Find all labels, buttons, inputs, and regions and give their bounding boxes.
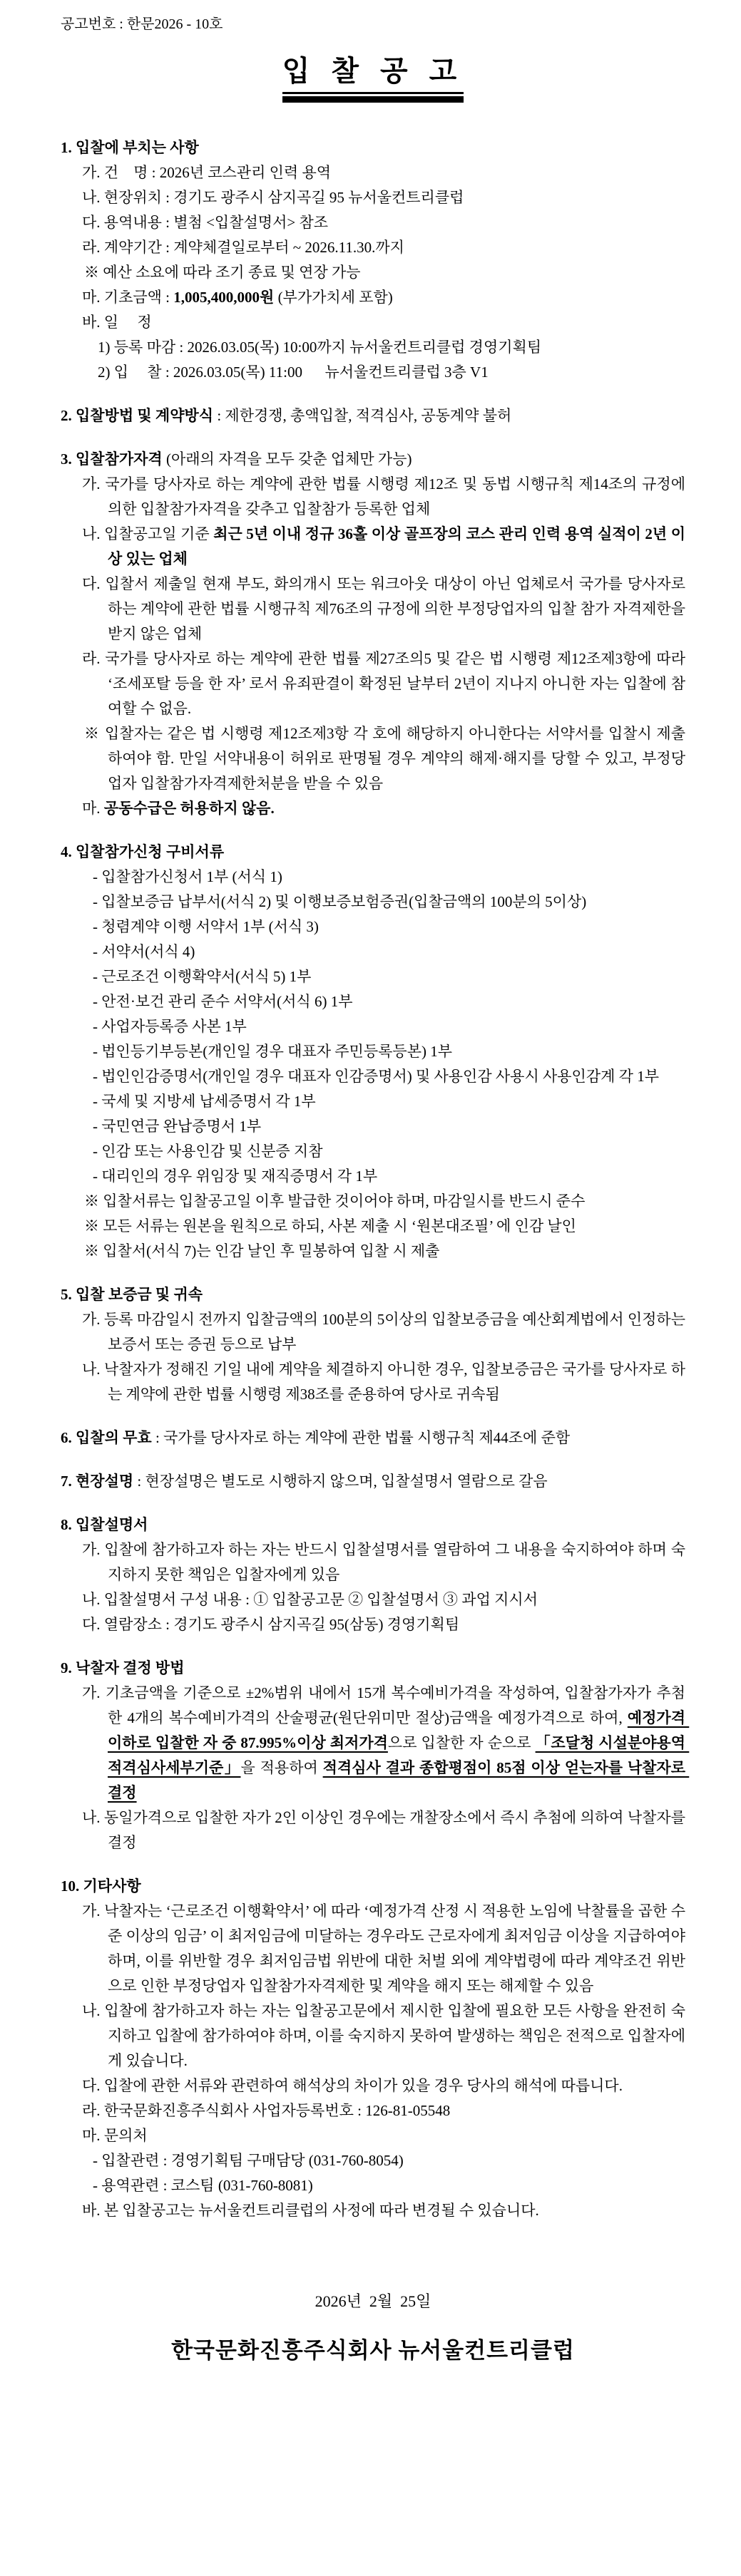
doc-line <box>61 1513 685 1537</box>
text-segment: 나. 낙찰자가 정해진 기일 내에 계약을 체결하지 아니한 경우, 입찰보증금은 국가를 당사자로 하는 계약에 관한 법률 시행령 제38조를 준용하여 당사로 귀속됨 <box>82 1361 685 1403</box>
doc-line <box>61 1805 690 1855</box>
doc-line <box>61 646 690 721</box>
text-segment: - 법인인감증명서(개인일 경우 대표자 인감증명서) 및 사용인감 사용시 사용인감계 각 1부 <box>93 1068 659 1085</box>
doc-line <box>61 260 685 285</box>
doc-line <box>61 285 685 310</box>
doc-line <box>61 572 690 646</box>
doc-line <box>61 2173 685 2198</box>
text-segment: 가. 국가를 당사자로 하는 계약에 관한 법률 시행령 제12조 및 동법 시행규칙 제14조의 규정에 의한 입찰참가자격을 갖추고 입찰참가 등록한 업체 <box>82 475 690 517</box>
doc-line <box>61 1537 685 1587</box>
text-segment: 라. 한국문화진흥주식회사 사업자등록번호 : 126-81-05548 <box>82 2102 451 2119</box>
doc-line <box>61 840 685 865</box>
doc-line <box>61 2073 685 2098</box>
doc-line <box>61 865 685 890</box>
doc-line <box>61 235 685 260</box>
doc-line <box>61 160 685 185</box>
doc-line <box>61 1469 685 1494</box>
doc-line <box>61 1214 685 1239</box>
text-segment: - 청렴계약 이행 서약서 1부 (서식 3) <box>93 918 319 935</box>
doc-line <box>61 2148 685 2173</box>
text-segment: 을 적용하여 <box>240 1759 323 1776</box>
text-segment: 9. 낙찰자 결정 방법 <box>61 1659 185 1676</box>
doc-line <box>61 1064 685 1089</box>
document-title-text: 입 찰 공 고 <box>282 55 464 87</box>
doc-line <box>61 1039 685 1064</box>
doc-line <box>61 1282 685 1307</box>
text-segment: - 국세 및 지방세 납세증명서 각 1부 <box>93 1093 316 1110</box>
doc-line <box>61 1357 685 1407</box>
doc-line <box>61 915 685 939</box>
doc-line <box>61 1189 685 1214</box>
text-segment: 바. 일 정 <box>82 314 152 331</box>
doc-line <box>61 1164 685 1189</box>
issuer-name: 한국문화진흥주식회사 뉴서울컨트리클럽 <box>171 2338 575 2363</box>
doc-line <box>61 1587 685 1612</box>
text-segment: 8. 입찰설명서 <box>61 1516 148 1533</box>
text-segment: ※ 예산 소요에 따라 조기 종료 및 연장 가능 <box>84 264 361 281</box>
text-segment: 예정가격 이하로 입찰한 자 중 87.995%이상 최저가격 <box>108 1709 690 1751</box>
text-segment: 3. 입찰참가자격 <box>61 450 163 468</box>
text-segment: 가. 입찰에 참가하고자 하는 자는 반드시 입찰설명서를 열람하여 그 내용을 숙지하여야 하며 숙지하지 못한 책임은 입찰자에게 있음 <box>82 1541 685 1583</box>
doc-line <box>61 796 685 821</box>
text-segment: 가. 건 명 : 2026년 코스관리 인력 용역 <box>82 164 332 181</box>
text-segment: 다. 용역내용 : 별첨 <입찰설명서> 참조 <box>82 214 329 231</box>
text-segment: 라. 계약기간 : 계약체결일로부터 ~ 2026.11.30.까지 <box>82 239 404 256</box>
text-segment: 다. 입찰에 관한 서류와 관련하여 해석상의 차이가 있을 경우 당사의 해석에 따릅니다. <box>82 2077 623 2094</box>
text-segment: 나. 입찰설명서 구성 내용 : ① 입찰공고문 ② 입찰설명서 ③ 과업 지시서 <box>82 1591 538 1608</box>
text-segment: 적격심사 결과 종합평점이 85점 이상 얻는자를 낙찰자로 결정 <box>108 1759 690 1801</box>
document-body <box>61 135 690 2223</box>
doc-line <box>61 135 685 160</box>
text-segment: - 대리인의 경우 위임장 및 재직증명서 각 1부 <box>93 1168 378 1185</box>
doc-line <box>61 939 685 964</box>
text-segment: 5. 입찰 보증금 및 귀속 <box>61 1286 203 1303</box>
text-segment: 나. 입찰공고일 기준 <box>82 525 214 542</box>
text-segment: 마. 기초금액 : <box>82 289 174 306</box>
doc-line <box>61 1239 685 1264</box>
text-segment: 6. 입찰의 무효 <box>61 1429 152 1446</box>
doc-line <box>61 2123 685 2148</box>
text-segment: 가. 등록 마감일시 전까지 입찰금액의 100분의 5이상의 입찰보증금을 예산회계법에서 인정하는 보증서 또는 증권 등으로 납부 <box>82 1311 690 1353</box>
doc-line <box>61 1139 685 1164</box>
doc-line <box>61 1114 685 1139</box>
doc-line <box>61 1874 685 1899</box>
document-title-wrap <box>61 54 685 103</box>
text-segment: 나. 현장위치 : 경기도 광주시 삼지곡길 95 뉴서울컨트리클럽 <box>82 189 464 206</box>
text-segment: 가. 기초금액을 기준으로 ±2%범위 내에서 15개 복수예비가격을 작성하여, 입찰참가자가 추첨한 4개의 복수예비가격의 산술평균(원단위미만 절상)금액을 예정가격으로 하여, <box>82 1684 685 1726</box>
text-segment: (부가가치세 포함) <box>274 289 393 306</box>
text-segment: 1. 입찰에 부치는 사항 <box>61 139 199 156</box>
text-segment: 다. 열람장소 : 경기도 광주시 삼지곡길 95(삼동) 경영기획팀 <box>82 1616 460 1633</box>
text-segment: 마. 문의처 <box>82 2127 148 2144</box>
text-segment: - 안전·보건 관리 준수 서약서(서식 6) 1부 <box>93 993 353 1010</box>
doc-line <box>61 1307 690 1357</box>
text-segment: : 현장설명은 별도로 시행하지 않으며, 입찰설명서 열람으로 갈음 <box>133 1473 548 1490</box>
title-underline-thick <box>282 96 464 103</box>
doc-line <box>61 2198 685 2223</box>
doc-line <box>61 1656 685 1681</box>
text-segment: - 인감 또는 사용인감 및 신분증 지참 <box>93 1143 323 1160</box>
text-segment: 다. 입찰서 제출일 현재 부도, 화의개시 또는 워크아웃 대상이 아닌 업체로서 국가를 당사자로 하는 계약에 관한 법률 시행규칙 제76조의 규정에 의한 부정당업자의 입찰 참가 자격제한을 받지 않은 업체 <box>82 575 690 642</box>
doc-line <box>61 310 685 335</box>
text-segment: - 법인등기부등본(개인일 경우 대표자 주민등록등본) 1부 <box>93 1043 453 1060</box>
text-segment: 바. 본 입찰공고는 뉴서울컨트리클럽의 사정에 따라 변경될 수 있습니다. <box>82 2202 539 2219</box>
document-title <box>275 54 471 103</box>
doc-line <box>61 2098 685 2123</box>
text-segment: - 서약서(서식 4) <box>93 943 195 960</box>
doc-line <box>61 1612 685 1637</box>
text-segment: ※ 모든 서류는 원본을 원칙으로 하되, 사본 제출 시 ‘원본대조필’ 에 인감 날인 <box>84 1217 576 1235</box>
text-segment: 나. 입찰에 참가하고자 하는 자는 입찰공고문에서 제시한 입찰에 필요한 모든 사항을 완전히 숙지하고 입찰에 참가하여야 하며, 이를 숙지하지 못하여 발생하는 책임은 전적으로 입찰자에게 있습니다. <box>82 2002 685 2069</box>
doc-line <box>61 403 685 428</box>
text-segment: (아래의 자격을 모두 갖춘 업체만 가능) <box>162 450 412 468</box>
text-segment: 2. 입찰방법 및 계약방식 <box>61 407 214 424</box>
text-segment: - 입찰보증금 납부서(서식 2) 및 이행보증보험증권(입찰금액의 100분의 5이상) <box>93 893 587 910</box>
doc-line <box>61 210 685 235</box>
doc-line <box>61 1681 690 1805</box>
text-segment: 1) 등록 마감 : 2026.03.05(목) 10:00까지 뉴서울컨트리클럽 경영기획팀 <box>98 339 542 356</box>
text-segment: 라. 국가를 당사자로 하는 계약에 관한 법률 제27조의5 및 같은 법 시행령 제12조제3항에 따라 ‘조세포탈 등을 한 자’ 로서 유죄판결이 확정된 날부터 2년이 지나지 아니한 자는 입찰에 참여할 수 없음. <box>82 650 690 717</box>
title-underline-thin <box>282 92 464 94</box>
text-segment: 공동수급은 허용하지 않음. <box>103 800 275 817</box>
doc-line <box>61 335 685 360</box>
text-segment: 1,005,400,000원 <box>173 289 275 306</box>
text-segment: 으로 입찰한 자 순으로 <box>387 1734 536 1751</box>
doc-line <box>61 1999 685 2073</box>
text-segment: - 국민연금 완납증명서 1부 <box>93 1118 262 1135</box>
text-segment: 7. 현장설명 <box>61 1473 134 1490</box>
text-segment: - 용역관련 : 코스팀 (031-760-8081) <box>93 2177 313 2194</box>
doc-line <box>61 185 685 210</box>
text-segment: ※ 입찰서(서식 7)는 인감 날인 후 밀봉하여 입찰 시 제출 <box>84 1242 440 1259</box>
text-segment: - 근로조건 이행확약서(서식 5) 1부 <box>93 968 312 985</box>
doc-line <box>61 721 685 796</box>
text-segment: 10. 기타사항 <box>61 1877 141 1895</box>
text-segment: 나. 동일가격으로 입찰한 자가 2인 이상인 경우에는 개찰장소에서 즉시 추첨에 의하여 낙찰자를 결정 <box>82 1809 690 1851</box>
doc-line <box>61 472 690 522</box>
doc-line <box>61 890 685 915</box>
text-segment: ※ 입찰자는 같은 법 시행령 제12조제3항 각 호에 해당하지 아니한다는 서약서를 입찰시 제출하여야 함. 만일 서약내용이 허위로 판명될 경우 계약의 해제·해지를 당할 수 있고, 부정당업자 입찰참가자격제한처분을 받을 수 있음 <box>84 725 685 792</box>
doc-line <box>61 1089 685 1114</box>
text-segment: 「조달청 시설분야용역 적격심사세부기준」 <box>108 1734 690 1776</box>
doc-line <box>61 1899 690 1999</box>
text-segment: - 입찰참가신청서 1부 (서식 1) <box>93 868 282 885</box>
doc-line <box>61 989 685 1014</box>
doc-line <box>61 1014 685 1039</box>
doc-line <box>61 447 685 472</box>
text-segment: 4. 입찰참가신청 구비서류 <box>61 843 225 860</box>
text-segment: 마. <box>82 800 104 817</box>
text-segment: 2) 입 찰 : 2026.03.05(목) 11:00 뉴서울컨트리클럽 3층 V1 <box>98 364 489 381</box>
text-segment: 최근 5년 이내 정규 36홀 이상 골프장의 코스 관리 인력 용역 실적이 2년 이상 있는 업체 <box>108 525 685 567</box>
text-segment: ※ 입찰서류는 입찰공고일 이후 발급한 것이어야 하며, 마감일시를 반드시 준수 <box>84 1192 586 1210</box>
notice-number: 공고번호 : 한문2026 - 10호 <box>61 16 223 32</box>
doc-line <box>61 360 685 385</box>
announcement-date: 2026년 2월 25일 <box>315 2292 431 2310</box>
text-segment: : 제한경쟁, 총액입찰, 적격심사, 공동계약 불허 <box>213 407 512 424</box>
text-segment: - 입찰관련 : 경영기획팀 구매담당 (031-760-8054) <box>93 2152 404 2169</box>
text-segment: : 국가를 당사자로 하는 계약에 관한 법률 시행규칙 제44조에 준함 <box>151 1429 571 1446</box>
doc-line <box>61 1426 685 1451</box>
doc-line <box>61 522 685 572</box>
doc-line <box>61 964 685 989</box>
text-segment: - 사업자등록증 사본 1부 <box>93 1018 247 1035</box>
text-segment: 가. 낙찰자는 ‘근로조건 이행확약서’ 에 따라 ‘예정가격 산정 시 적용한 노임에 낙찰률을 곱한 수준 이상의 임금’ 이 최저임금에 미달하는 경우라도 근로자에게 최저임금 이상을 지급하여야 하며, 이를 위반할 경우 최저임금법 위반에 대한 처벌 외에 계약법령에 따라 계약조건 위반으로 인한 부정당업자 입찰참가자격제한 및 계약을 해지 또는 해제할 수 있음 <box>82 1902 690 1994</box>
